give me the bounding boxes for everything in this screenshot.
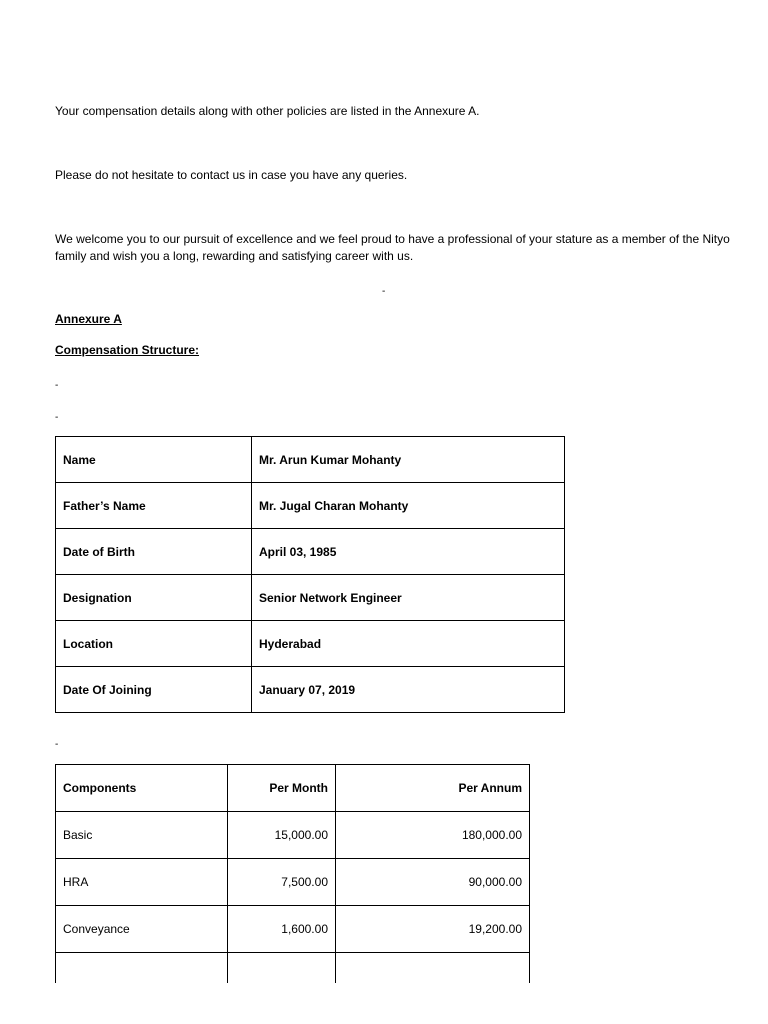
per-month-value: 15,000.00: [228, 812, 336, 859]
compensation-structure-title: Compensation Structure:: [55, 343, 200, 357]
info-value: January 07, 2019: [252, 667, 565, 713]
table-row: [56, 437, 565, 483]
info-label: Date Of Joining: [56, 667, 252, 713]
column-header-per-annum: Per Annum: [336, 765, 530, 812]
per-annum-value: 19,200.00: [336, 906, 530, 953]
page-bottom-margin: [0, 988, 768, 1024]
info-label: Location: [56, 621, 252, 667]
per-annum-value: 90,000.00: [336, 859, 530, 906]
per-month-value: [228, 953, 336, 984]
per-annum-value: 180,000.00: [336, 812, 530, 859]
column-header-components: Components: [56, 765, 228, 812]
table-row: [56, 621, 565, 667]
info-value: Mr. Arun Kumar Mohanty: [252, 437, 565, 483]
table-header-row: [56, 765, 530, 812]
component-name: Basic: [56, 812, 228, 859]
separator-dash: -: [55, 739, 59, 750]
welcome-paragraph-line-1: We welcome you to our pursuit of excellence and we feel proud to have a professional of your stature as a member of the Nityo: [55, 232, 730, 246]
compensation-table: [55, 764, 530, 983]
separator-dash: -: [382, 286, 386, 297]
per-month-value: 7,500.00: [228, 859, 336, 906]
table-row: [56, 812, 530, 859]
info-label: Designation: [56, 575, 252, 621]
annexure-title: Annexure A: [55, 312, 122, 326]
compensation-paragraph: Your compensation details along with other policies are listed in the Annexure A.: [55, 104, 480, 118]
separator-dash: -: [55, 380, 59, 391]
per-month-value: 1,600.00: [228, 906, 336, 953]
contact-paragraph: Please do not hesitate to contact us in case you have any queries.: [55, 168, 408, 182]
info-label: Date of Birth: [56, 529, 252, 575]
component-name: Conveyance: [56, 906, 228, 953]
info-value: Senior Network Engineer: [252, 575, 565, 621]
table-row: [56, 483, 565, 529]
table-row: [56, 859, 530, 906]
table-row: [56, 906, 530, 953]
column-header-per-month: Per Month: [228, 765, 336, 812]
table-row: [56, 575, 565, 621]
component-name: HRA: [56, 859, 228, 906]
table-row: [56, 529, 565, 575]
per-annum-value: [336, 953, 530, 984]
separator-dash: -: [55, 412, 59, 423]
table-row: [56, 953, 530, 984]
info-value: Mr. Jugal Charan Mohanty: [252, 483, 565, 529]
welcome-paragraph-line-2: family and wish you a long, rewarding and satisfying career with us.: [55, 249, 414, 263]
info-label: Father’s Name: [56, 483, 252, 529]
info-value: April 03, 1985: [252, 529, 565, 575]
component-name: [56, 953, 228, 984]
info-label: Name: [56, 437, 252, 483]
info-value: Hyderabad: [252, 621, 565, 667]
table-row: [56, 667, 565, 713]
employee-info-table: [55, 436, 565, 713]
